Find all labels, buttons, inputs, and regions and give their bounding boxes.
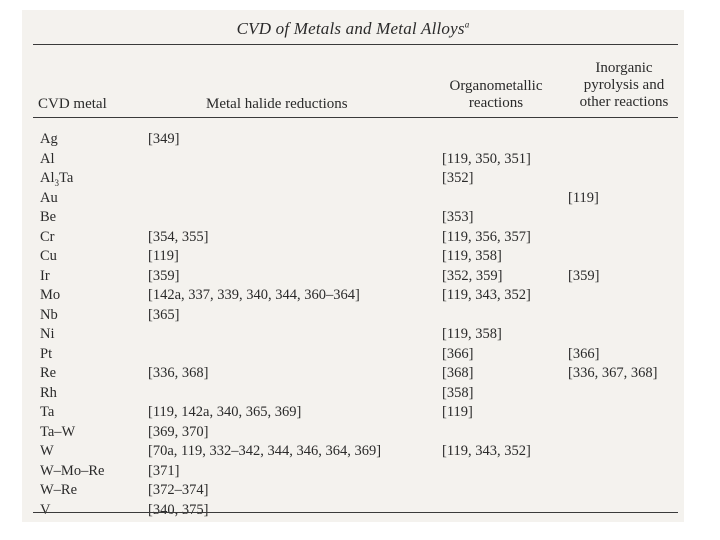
metal-cell: Ni — [40, 326, 55, 342]
table-row — [0, 442, 700, 461]
table-row — [0, 208, 700, 227]
table-row — [0, 462, 700, 481]
table-row — [0, 306, 700, 325]
halide-reductions-cell: [369, 370] — [148, 423, 209, 440]
table-row — [0, 403, 700, 422]
metal-cell: Al — [40, 150, 55, 167]
halide-reductions-cell: [119, 142a, 340, 365, 369] — [148, 404, 302, 420]
metal-cell: Ta–W — [40, 423, 76, 440]
table-row — [0, 189, 700, 208]
organometallic-cell: [119, 356, 357] — [442, 228, 531, 245]
table-row — [0, 325, 700, 344]
halide-reductions-cell: [349] — [148, 131, 180, 147]
inorganic-cell: [366] — [568, 345, 600, 362]
organometallic-cell: [119, 358] — [442, 248, 502, 264]
organometallic-cell: [119, 343, 352] — [442, 287, 531, 303]
inorganic-cell: [336, 367, 368] — [568, 365, 658, 381]
organometallic-cell: [119, 343, 352] — [442, 443, 531, 459]
table-row — [0, 481, 700, 500]
metal-cell: W–Re — [40, 482, 78, 498]
inorganic-cell: [119] — [568, 189, 599, 206]
organometallic-cell: [119, 350, 351] — [442, 150, 531, 167]
organometallic-cell: [352, 359] — [442, 267, 503, 284]
header-rule — [33, 117, 678, 118]
table-row — [0, 150, 700, 169]
organometallic-cell: [119, 358] — [442, 326, 502, 342]
halide-reductions-cell: [340, 375] — [148, 501, 209, 518]
table-row — [0, 364, 700, 383]
metal-cell: W–Mo–Re — [40, 462, 105, 479]
title-footnote-marker: a — [464, 19, 470, 30]
header-metal-halide-reductions: Metal halide reductions — [206, 96, 348, 112]
halide-reductions-cell: [372–374] — [148, 482, 209, 498]
bottom-rule — [33, 512, 678, 513]
halide-reductions-cell: [365] — [148, 306, 180, 323]
metal-cell: $Al_3Ta$ — [40, 170, 74, 188]
metal-cell: Mo — [40, 287, 61, 303]
table-row — [0, 384, 700, 403]
table-row — [0, 286, 700, 305]
organometallic-cell: [366] — [442, 345, 474, 362]
inorganic-cell: [359] — [568, 267, 600, 284]
table-row — [0, 247, 700, 266]
table-row — [0, 169, 700, 188]
metal-cell: Be — [40, 209, 57, 225]
halide-reductions-cell: [119] — [148, 248, 179, 264]
metal-cell: Ir — [40, 267, 50, 284]
organometallic-cell: [358] — [442, 384, 474, 401]
table-row — [0, 501, 700, 520]
halide-reductions-cell: [336, 368] — [148, 365, 209, 381]
halide-reductions-cell: [359] — [148, 267, 180, 284]
table-title: CVD of Metals and Metal Alloys$^a$ — [236, 19, 470, 38]
halide-reductions-cell: [70a, 119, 332–342, 344, 346, 364, 369] — [148, 443, 382, 459]
metal-cell: Cr — [40, 228, 55, 245]
metal-cell: V — [40, 501, 51, 518]
metal-cell: Nb — [40, 306, 58, 323]
metal-cell: Cu — [40, 248, 57, 264]
table-row — [0, 130, 700, 149]
table-row — [0, 267, 700, 286]
metal-cell: Au — [40, 189, 58, 206]
header-inorganic-pyrolysis: Inorganic pyrolysis and other reactions — [579, 60, 669, 110]
metal-cell: Re — [40, 365, 57, 381]
table-row — [0, 423, 700, 442]
table-row — [0, 228, 700, 247]
metal-cell: Pt — [40, 345, 53, 362]
organometallic-cell: [368] — [442, 365, 474, 381]
metal-cell: W — [40, 443, 54, 459]
organometallic-cell: [353] — [442, 209, 474, 225]
header-organometallic-reactions: Organometallic reactions — [449, 78, 543, 111]
halide-reductions-cell: [354, 355] — [148, 228, 209, 245]
halide-reductions-cell: [371] — [148, 462, 180, 479]
halide-reductions-cell: [142a, 337, 339, 340, 344, 360–364] — [148, 287, 360, 303]
table-row — [0, 345, 700, 364]
header-cvd-metal: CVD metal — [38, 96, 107, 112]
organometallic-cell: [119] — [442, 404, 473, 420]
metal-cell: Ag — [40, 131, 58, 147]
top-rule — [33, 44, 678, 45]
metal-cell: Rh — [40, 384, 57, 401]
metal-cell: Ta — [40, 404, 55, 420]
organometallic-cell: [352] — [442, 170, 474, 186]
